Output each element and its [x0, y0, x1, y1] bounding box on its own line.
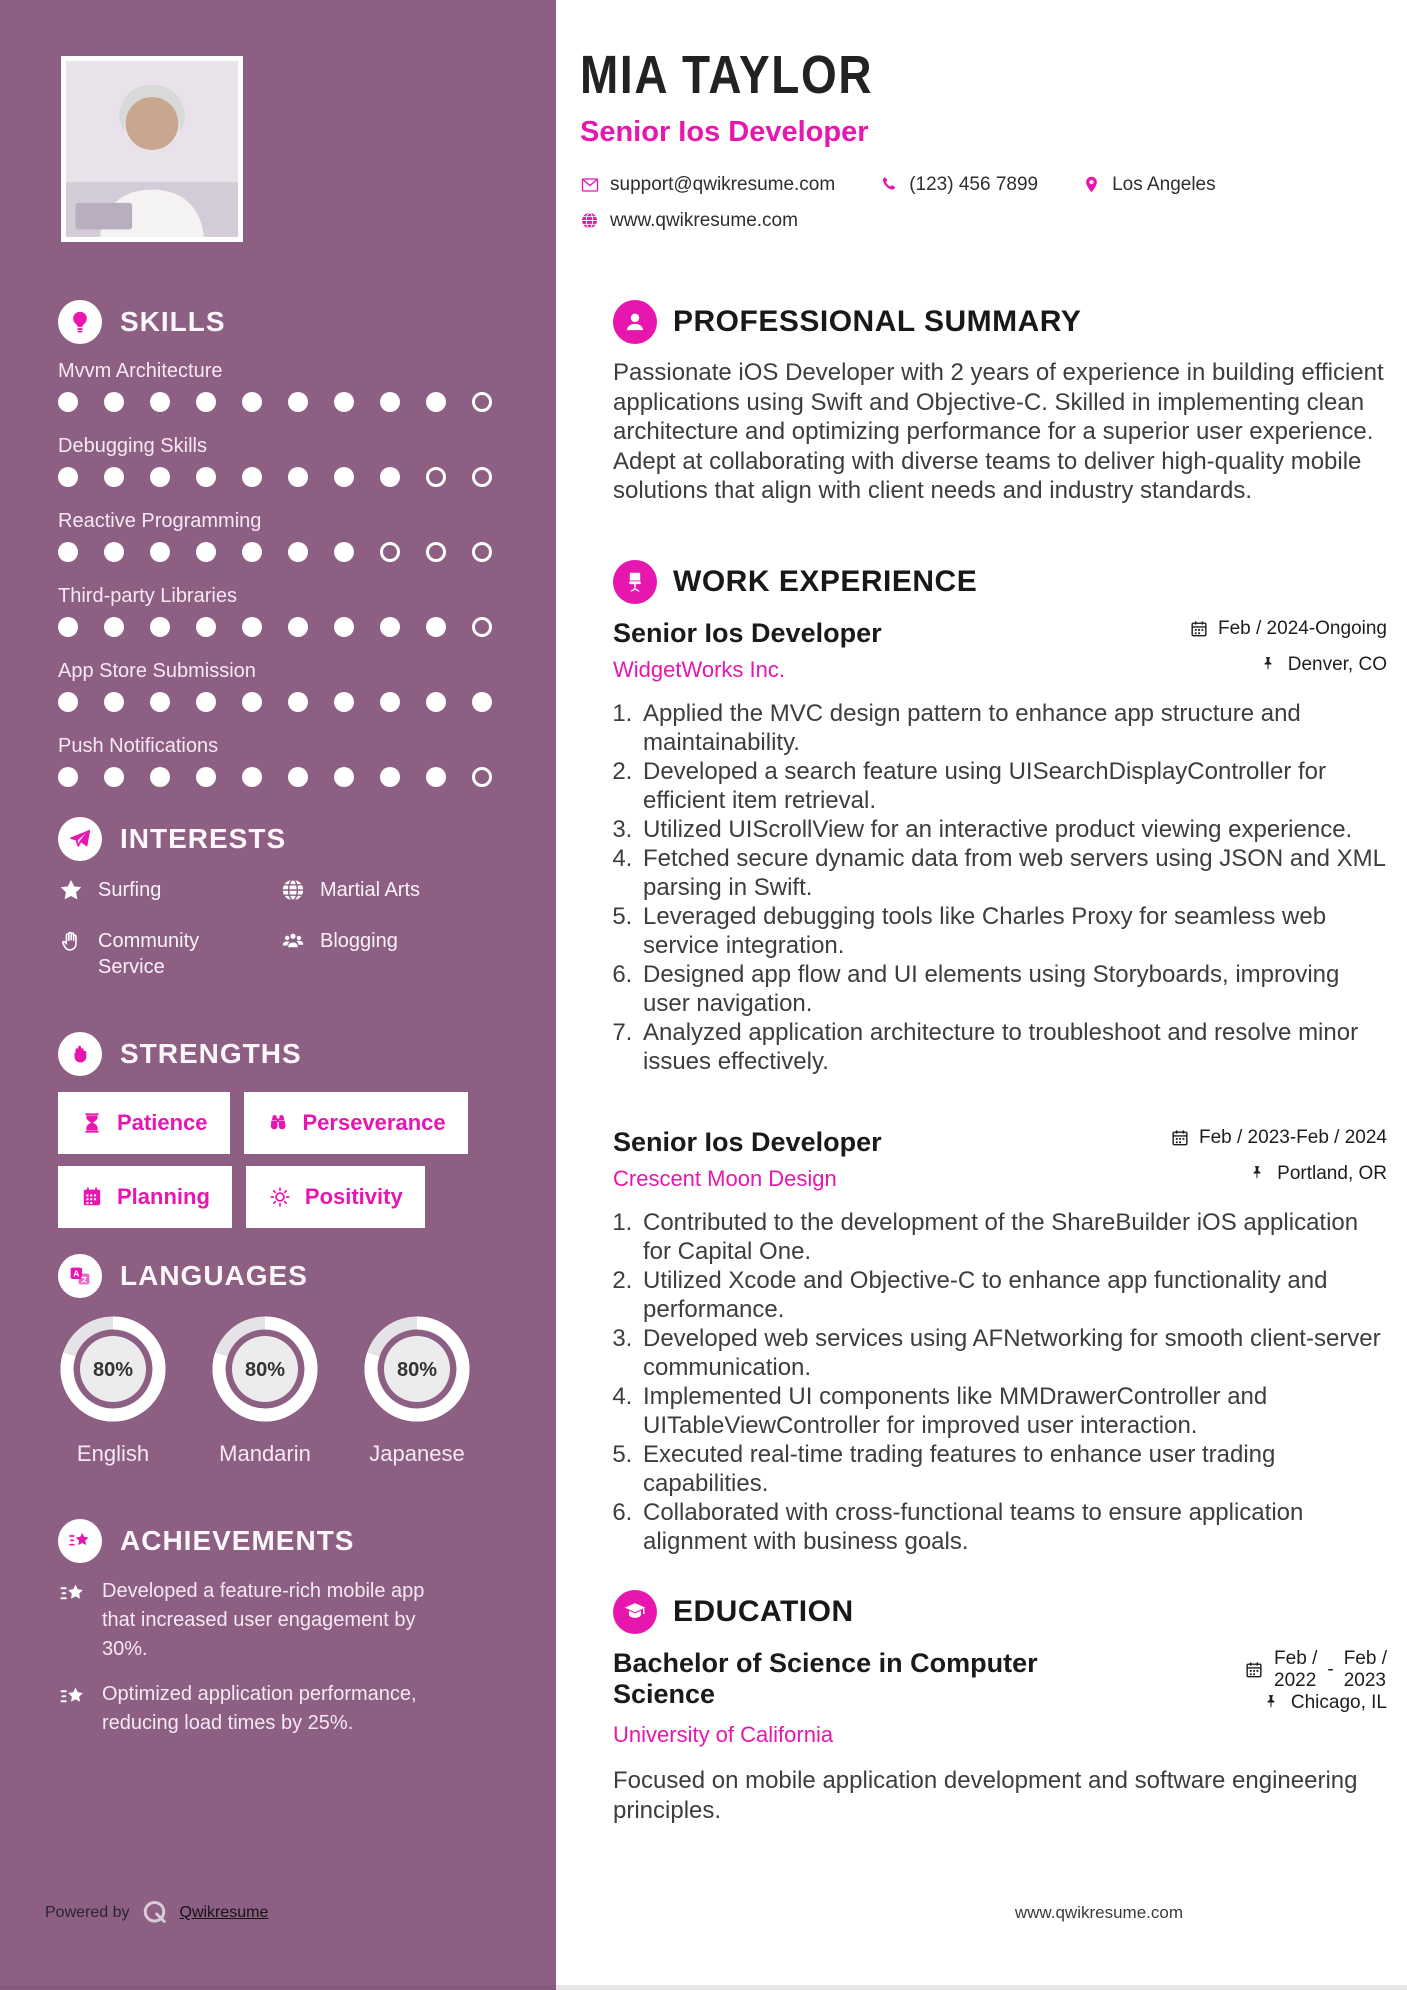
- skill-item: [58, 433, 498, 487]
- section-summary: [613, 300, 1387, 534]
- achievement-item: [58, 1577, 498, 1664]
- strength-label: Patience: [117, 1110, 208, 1135]
- education-date-end: Feb / 2023: [1343, 1648, 1387, 1691]
- interests-list: [58, 877, 498, 980]
- powered-by-label: Powered by: [45, 1904, 130, 1921]
- language-label: Japanese: [369, 1441, 465, 1466]
- pushpin-icon: [1248, 1164, 1268, 1184]
- website-value[interactable]: www.qwikresume.com: [610, 210, 798, 231]
- experience-title: WORK EXPERIENCE: [673, 565, 978, 598]
- shooting-star-pink-icon: [58, 1519, 102, 1563]
- summary-title: PROFESSIONAL SUMMARY: [673, 305, 1082, 338]
- strengths-list: [58, 1092, 498, 1228]
- language-progress-ring: [210, 1314, 320, 1424]
- job-date-value: Feb / 2024-Ongoing: [1217, 618, 1387, 639]
- lightbulb-icon: [58, 300, 102, 344]
- graduate-icon: [613, 1590, 657, 1634]
- strengths-title: STRENGTHS: [120, 1038, 302, 1069]
- rating-dot-filled: [150, 617, 170, 637]
- sidebar-section-skills: [0, 300, 556, 787]
- skill-item: [58, 358, 498, 412]
- job-point: 4. Implemented UI components like MMDrawerController and UITableViewController for improved user interaction.: [639, 1382, 1387, 1440]
- rating-dot-filled: [242, 467, 262, 487]
- job-point: 3. Utilized UIScrollView for an interactive product viewing experience.: [639, 815, 1387, 844]
- rating-dot-filled: [380, 392, 400, 412]
- language-item: [362, 1314, 472, 1467]
- rating-dot-filled: [288, 767, 308, 787]
- rating-dot-filled: [58, 392, 78, 412]
- footer-website: www.qwikresume.com: [1014, 1903, 1183, 1922]
- contact-phone: [879, 174, 1038, 196]
- language-percent: 80%: [396, 1359, 438, 1381]
- interest-label: Surfing: [98, 879, 162, 901]
- skill-rating-dots: [58, 467, 498, 487]
- rating-dot-filled: [426, 392, 446, 412]
- footer-powered-by: [45, 1898, 268, 1928]
- job-entry: [613, 1127, 1387, 1556]
- pushpin-icon: [1262, 1693, 1282, 1713]
- rating-dot-filled: [104, 617, 124, 637]
- sidebar: [0, 0, 556, 1990]
- hourglass-icon: [80, 1111, 104, 1135]
- interest-item: [280, 877, 498, 910]
- job-role: Senior Ios Developer: [613, 1127, 882, 1157]
- globe-icon: [580, 211, 600, 231]
- skill-rating-dots: [58, 542, 498, 562]
- rating-dot-filled: [196, 542, 216, 562]
- skill-label: Third-party Libraries: [58, 585, 237, 607]
- rating-dot-filled: [472, 692, 492, 712]
- qwikresume-logo-icon: [140, 1898, 170, 1928]
- education-date-start: Feb / 2022: [1274, 1648, 1318, 1691]
- degree-name: Bachelor of Science in Computer Science: [613, 1648, 1038, 1709]
- rating-dot-empty: [472, 617, 492, 637]
- interest-item: [58, 877, 280, 910]
- rating-dot-filled: [196, 692, 216, 712]
- contact-row-1: [580, 174, 1387, 196]
- skill-label: Debugging Skills: [58, 435, 207, 457]
- rating-dot-filled: [334, 692, 354, 712]
- star-icon: [58, 877, 84, 910]
- job-location-value: Denver, CO: [1287, 654, 1387, 675]
- strength-label: Positivity: [304, 1184, 403, 1209]
- education-header: [613, 1590, 1387, 1634]
- contact-email: [580, 174, 835, 196]
- skills-header: [58, 300, 498, 344]
- rating-dot-filled: [104, 767, 124, 787]
- skill-item: [58, 508, 498, 562]
- calendar-pink-icon: [80, 1185, 104, 1209]
- languages-header: [58, 1254, 498, 1298]
- fist-icon: [58, 1032, 102, 1076]
- skills-title: SKILLS: [120, 306, 226, 337]
- rating-dot-filled: [334, 617, 354, 637]
- binoculars-icon: [266, 1111, 290, 1135]
- email-value[interactable]: support@qwikresume.com: [610, 174, 836, 195]
- strength-item: [58, 1092, 230, 1154]
- job-point: 1. Applied the MVC design pattern to enhance app structure and maintainability.: [639, 699, 1387, 757]
- job-point: 5. Executed real-time trading features to enhance user trading capabilities.: [639, 1440, 1387, 1498]
- achievements-list: [58, 1577, 498, 1738]
- skill-rating-dots: [58, 767, 498, 787]
- rating-dot-filled: [334, 542, 354, 562]
- rating-dot-filled: [288, 692, 308, 712]
- language-progress-ring: [58, 1314, 168, 1424]
- job-points: [613, 699, 1387, 1105]
- svg-text:A: A: [73, 1268, 80, 1279]
- section-experience: [613, 560, 1387, 1556]
- candidate-title: Senior Ios Developer: [580, 116, 869, 148]
- rating-dot-filled: [196, 617, 216, 637]
- sidebar-section-languages: [0, 1254, 556, 1467]
- job-point: 2. Utilized Xcode and Objective-C to enhance app functionality and performance.: [639, 1266, 1387, 1324]
- education-description: Focused on mobile application development and software engineering principles.: [613, 1767, 1358, 1824]
- rating-dot-filled: [196, 767, 216, 787]
- person-icon: [613, 300, 657, 344]
- calendar-icon: [1170, 1128, 1190, 1148]
- jobs-list: [613, 618, 1387, 1556]
- rating-dot-empty: [472, 392, 492, 412]
- rating-dot-filled: [58, 767, 78, 787]
- main-column: [556, 0, 1407, 1825]
- summary-text: Passionate iOS Developer with 2 years of experience in building efficient applications using Swift and Objective-C. Skilled in implementing clean architecture and optimizing performance for a superior user experience. Adept at collaborating with diverse teams to deliver high-quality mobile solutions that align with client needs and industry standards.: [613, 359, 1384, 504]
- skill-label: App Store Submission: [58, 660, 256, 682]
- rating-dot-filled: [104, 692, 124, 712]
- office-chair-icon: [613, 560, 657, 604]
- language-percent: 80%: [92, 1359, 134, 1381]
- skill-label: Reactive Programming: [58, 510, 262, 532]
- rating-dot-filled: [334, 767, 354, 787]
- rating-dot-filled: [150, 692, 170, 712]
- profile-photo-image: [66, 61, 238, 237]
- interests-header: [58, 817, 498, 861]
- rating-dot-filled: [58, 692, 78, 712]
- rating-dot-filled: [196, 467, 216, 487]
- job-points: [613, 1208, 1387, 1556]
- rating-dot-filled: [150, 767, 170, 787]
- school-name: University of California: [613, 1722, 834, 1747]
- profile-photo: [61, 56, 243, 242]
- job-point: 6. Collaborated with cross-functional teams to ensure application alignment with business goals.: [639, 1498, 1387, 1556]
- skill-label: Mvvm Architecture: [58, 360, 223, 382]
- rating-dot-filled: [334, 392, 354, 412]
- rating-dot-filled: [380, 767, 400, 787]
- education-location: [1244, 1692, 1387, 1714]
- location-marker-icon: [1082, 175, 1102, 195]
- rating-dot-empty: [426, 467, 446, 487]
- rating-dot-filled: [196, 392, 216, 412]
- calendar-icon: [1244, 1660, 1264, 1680]
- people-icon: [280, 928, 306, 961]
- education-right: [1244, 1648, 1387, 1748]
- shooting-star-icon: [58, 1579, 88, 1664]
- rating-dot-filled: [288, 542, 308, 562]
- sidebar-section-interests: [0, 817, 556, 980]
- job-role: Senior Ios Developer: [613, 618, 882, 648]
- rating-dot-filled: [242, 617, 262, 637]
- rating-dot-filled: [426, 617, 446, 637]
- job-point: 3. Developed web services using AFNetworking for smooth client-server communication.: [639, 1324, 1387, 1382]
- resume-header: [580, 46, 1387, 232]
- rating-dot-filled: [58, 617, 78, 637]
- contact-website: [580, 210, 798, 232]
- qwikresume-link[interactable]: Qwikresume: [179, 1904, 269, 1921]
- rating-dot-filled: [380, 617, 400, 637]
- rating-dot-filled: [242, 692, 262, 712]
- rating-dot-empty: [380, 542, 400, 562]
- candidate-name: MIA TAYLOR: [580, 45, 874, 105]
- strengths-header: [58, 1032, 498, 1076]
- translate-icon: [58, 1254, 102, 1298]
- job-location: [1189, 654, 1387, 676]
- language-percent: 80%: [244, 1359, 286, 1381]
- language-label: English: [76, 1441, 150, 1466]
- rating-dot-filled: [242, 392, 262, 412]
- job-right: [1189, 618, 1387, 683]
- paper-plane-icon: [58, 817, 102, 861]
- languages-list: [58, 1314, 498, 1467]
- skill-item: [58, 583, 498, 637]
- job-header: [613, 1127, 1387, 1192]
- rating-dot-filled: [104, 392, 124, 412]
- sidebar-section-achievements: [0, 1519, 556, 1738]
- contact-row-2: [580, 210, 1387, 232]
- job-date: [1189, 618, 1387, 640]
- skill-label: Push Notifications: [58, 735, 219, 757]
- languages-title: LANGUAGES: [120, 1260, 308, 1291]
- rating-dot-empty: [472, 767, 492, 787]
- interest-label: Community Service: [98, 930, 200, 978]
- job-company: Crescent Moon Design: [613, 1166, 837, 1191]
- rating-dot-filled: [58, 542, 78, 562]
- job-date-value: Feb / 2023-Feb / 2024: [1198, 1127, 1387, 1148]
- section-education: [613, 1590, 1387, 1825]
- rating-dot-empty: [472, 542, 492, 562]
- achievements-header: [58, 1519, 498, 1563]
- skill-rating-dots: [58, 617, 498, 637]
- globe-white-icon: [280, 877, 306, 910]
- language-label: Mandarin: [219, 1441, 311, 1466]
- job-company: WidgetWorks Inc.: [613, 657, 785, 682]
- sun-icon: [268, 1185, 292, 1209]
- strength-item: [244, 1092, 468, 1154]
- rating-dot-filled: [242, 542, 262, 562]
- job-left: [613, 1127, 882, 1192]
- shooting-star-icon: [58, 1682, 88, 1738]
- sidebar-section-strengths: [0, 1032, 556, 1228]
- rating-dot-filled: [426, 767, 446, 787]
- strength-item: [246, 1166, 425, 1228]
- interests-title: INTERESTS: [120, 823, 287, 854]
- rating-dot-filled: [150, 392, 170, 412]
- skill-item: [58, 733, 498, 787]
- interest-item: [58, 928, 280, 980]
- skills-list: [58, 358, 498, 787]
- achievement-text: Developed a feature-rich mobile app that increased user engagement by 30%.: [102, 1580, 425, 1660]
- experience-header: [613, 560, 1387, 604]
- rating-dot-filled: [150, 467, 170, 487]
- education-location-value: Chicago, IL: [1290, 1692, 1387, 1713]
- phone-value[interactable]: (123) 456 7899: [909, 174, 1039, 195]
- achievement-item: [58, 1680, 498, 1738]
- interest-label: Blogging: [320, 930, 398, 952]
- rating-dot-empty: [472, 467, 492, 487]
- skill-rating-dots: [58, 392, 498, 412]
- phone-icon: [879, 175, 899, 195]
- rating-dot-filled: [288, 392, 308, 412]
- strength-label: Perseverance: [302, 1110, 446, 1135]
- job-point: 5. Leveraged debugging tools like Charles Proxy for seamless web service integration.: [639, 902, 1387, 960]
- rating-dot-filled: [380, 467, 400, 487]
- skill-rating-dots: [58, 692, 498, 712]
- language-item: [58, 1314, 168, 1467]
- rating-dot-filled: [288, 467, 308, 487]
- job-date: [1170, 1127, 1387, 1149]
- language-progress-ring: [362, 1314, 472, 1424]
- rating-dot-filled: [426, 692, 446, 712]
- contact-location: [1082, 174, 1216, 196]
- rating-dot-filled: [288, 617, 308, 637]
- job-point: 6. Designed app flow and UI elements using Storyboards, improving user navigation.: [639, 960, 1387, 1018]
- email-icon: [580, 175, 600, 195]
- rating-dot-filled: [58, 467, 78, 487]
- education-title: EDUCATION: [673, 1595, 854, 1628]
- strength-label: Planning: [117, 1184, 210, 1209]
- rating-dot-empty: [426, 542, 446, 562]
- achievement-text: Optimized application performance, reducing load times by 25%.: [102, 1683, 417, 1734]
- pushpin-icon: [1259, 655, 1279, 675]
- education-entry: [613, 1648, 1387, 1748]
- calendar-icon: [1189, 619, 1209, 639]
- job-point: 4. Fetched secure dynamic data from web servers using JSON and XML parsing in Swift.: [639, 844, 1387, 902]
- summary-header: [613, 300, 1387, 344]
- hand-icon: [58, 928, 84, 961]
- job-header: [613, 618, 1387, 683]
- interest-item: [280, 928, 498, 980]
- education-left: [613, 1648, 1063, 1748]
- rating-dot-filled: [242, 767, 262, 787]
- job-right: [1170, 1127, 1387, 1192]
- interest-label: Martial Arts: [320, 879, 421, 901]
- job-location: [1170, 1163, 1387, 1185]
- education-date-separator: -: [1327, 1659, 1334, 1680]
- language-item: [210, 1314, 320, 1467]
- job-location-value: Portland, OR: [1277, 1163, 1387, 1184]
- education-date: [1244, 1648, 1387, 1692]
- job-left: [613, 618, 882, 683]
- job-point: 1. Contributed to the development of the ShareBuilder iOS application for Capital One.: [639, 1208, 1387, 1266]
- rating-dot-filled: [150, 542, 170, 562]
- rating-dot-filled: [104, 542, 124, 562]
- job-point: 7. Analyzed application architecture to troubleshoot and resolve minor issues effectively.: [639, 1018, 1387, 1076]
- rating-dot-filled: [380, 692, 400, 712]
- rating-dot-filled: [334, 467, 354, 487]
- skill-item: [58, 658, 498, 712]
- rating-dot-filled: [104, 467, 124, 487]
- job-point: 2. Developed a search feature using UISearchDisplayController for efficient item retrieval.: [639, 757, 1387, 815]
- strength-item: [58, 1166, 232, 1228]
- location-value: Los Angeles: [1112, 174, 1216, 195]
- job-entry: [613, 618, 1387, 1105]
- achievements-title: ACHIEVEMENTS: [120, 1525, 355, 1556]
